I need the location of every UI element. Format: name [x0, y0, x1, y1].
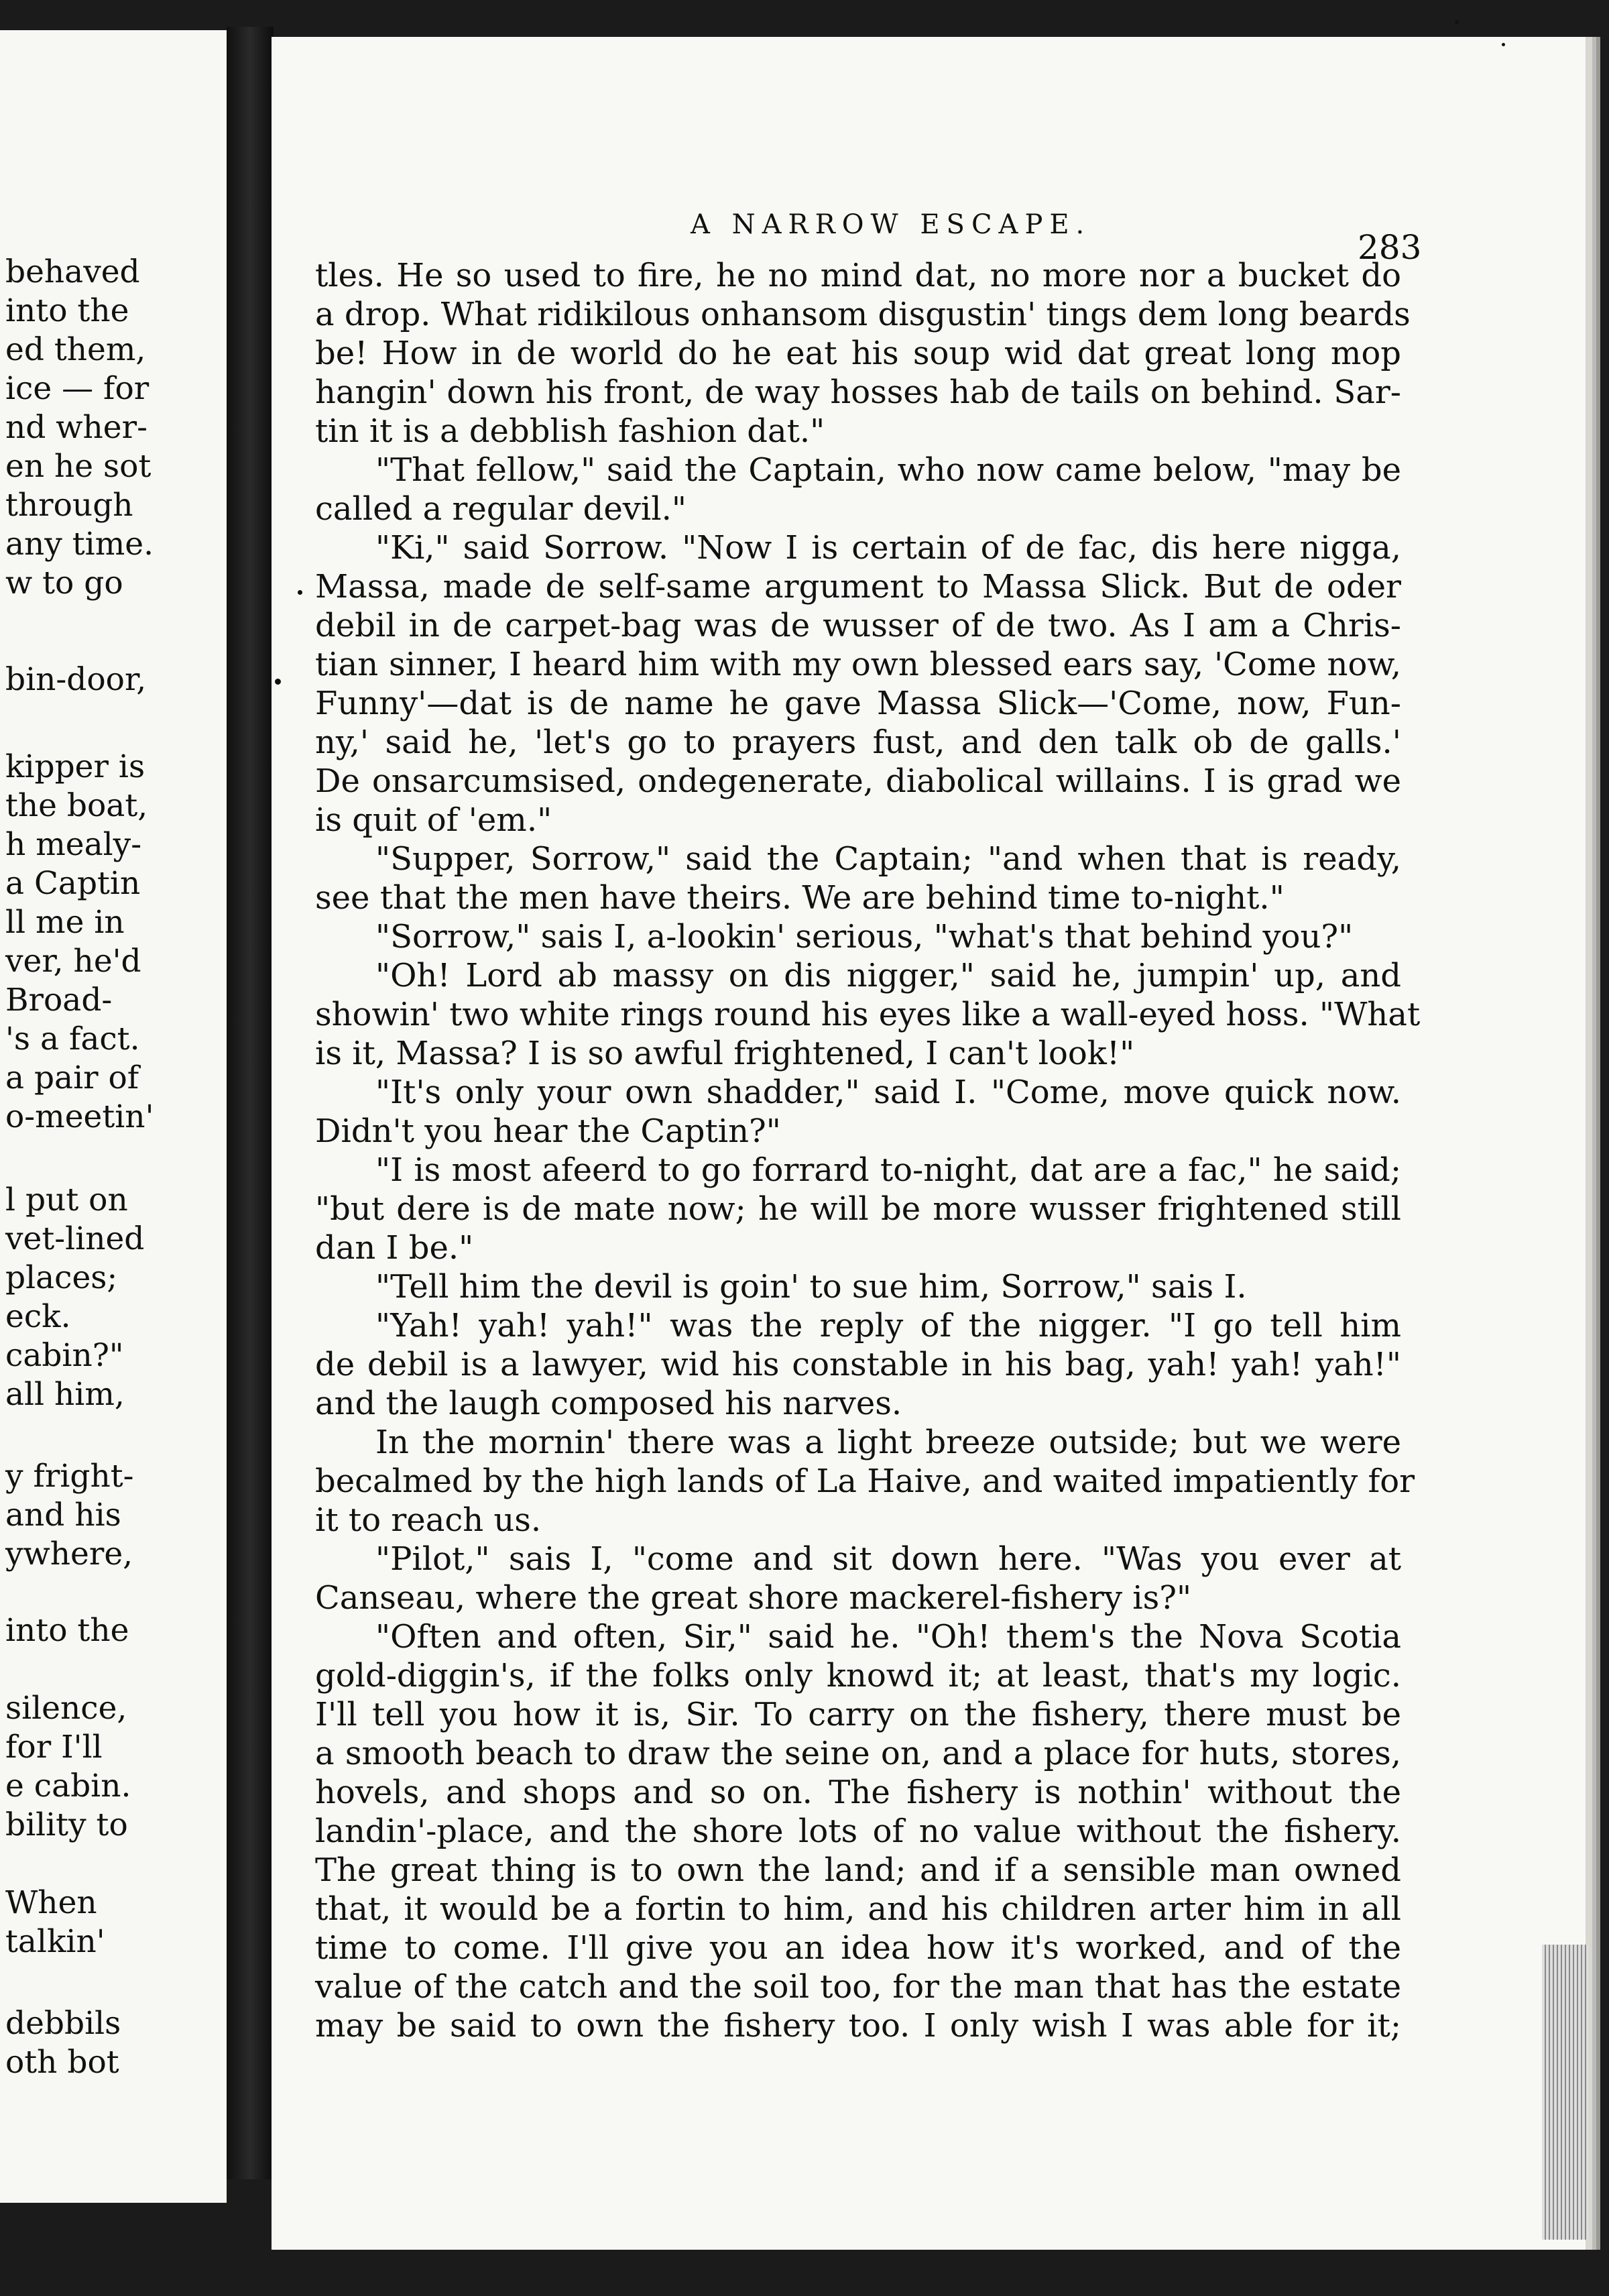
text-line: tian sinner, I heard him with my own blessed ears say, 'Come now,: [315, 646, 1401, 683]
text-line: called a regular devil.": [315, 490, 687, 528]
text-line: a drop. What ridikilous onhansom disgustin' tings dem long beards: [315, 296, 1411, 333]
left-page-fragment: nd wher-: [5, 409, 147, 446]
left-page-fragment: en he sot: [5, 448, 152, 485]
text-line: I'll tell you how it is, Sir. To carry on the fishery, there must be: [315, 1696, 1401, 1733]
left-page-fragment: ll me in: [5, 904, 125, 941]
text-line: time to come. I'll give you an idea how it's worked, and of the: [315, 1929, 1401, 1967]
left-page-fragment: oth bot: [5, 2044, 119, 2081]
left-page-fragment: any time.: [5, 526, 154, 563]
text-line: Massa, made de self-same argument to Massa Slick. But de oder: [315, 568, 1401, 606]
left-page-fragment: places;: [5, 1259, 118, 1296]
left-page: [0, 30, 227, 2203]
left-page-fragment: Broad-: [5, 982, 113, 1019]
left-page-fragment: ed them,: [5, 331, 146, 368]
running-head: A NARROW ESCAPE.: [691, 209, 1091, 240]
left-page-fragment: debbils: [5, 2005, 121, 2042]
text-line: "Oh! Lord ab massy on dis nigger," said he, jumpin' up, and: [375, 957, 1401, 994]
text-line: showin' two white rings round his eyes like a wall-eyed hoss. "What: [315, 996, 1421, 1033]
text-line: it to reach us.: [315, 1501, 542, 1539]
text-line: In the mornin' there was a light breeze outside; but we were: [375, 1424, 1401, 1461]
text-line: and the laugh composed his narves.: [315, 1385, 902, 1422]
text-line: "Often and often, Sir," said he. "Oh! them's the Nova Scotia: [375, 1618, 1401, 1656]
text-line: "It's only your own shadder," said I. "Come, move quick now.: [375, 1074, 1401, 1111]
left-page-fragment: vet-lined: [5, 1220, 145, 1257]
left-page-fragment: When: [5, 1884, 97, 1921]
left-page-fragment: the boat,: [5, 787, 148, 824]
left-page-fragment: and his: [5, 1497, 121, 1534]
left-page-fragment: cabin?": [5, 1337, 124, 1374]
left-page-fragment: y fright-: [5, 1458, 134, 1495]
text-line: may be said to own the fishery too. I only wish I was able for it;: [315, 2007, 1401, 2045]
text-line: tin it is a debblish fashion dat.": [315, 412, 825, 450]
book-gutter: [227, 27, 274, 2179]
left-page-fragment: l put on: [5, 1182, 128, 1218]
ink-speck: [275, 679, 281, 685]
text-line: The great thing is to own the land; and if a sensible man owned: [315, 1851, 1401, 1889]
left-page-fragment: w to go: [5, 565, 123, 601]
text-line: debil in de carpet-bag was de wusser of de two. As I am a Chris-: [315, 607, 1401, 644]
text-line: "That fellow," said the Captain, who now came below, "may be: [375, 451, 1401, 489]
text-line: "Pilot," sais I, "come and sit down here. "Was you ever at: [375, 1540, 1401, 1578]
text-line: "I is most afeerd to go forrard to-night, dat are a fac," he said;: [375, 1151, 1401, 1189]
ink-speck: [1455, 20, 1459, 24]
left-page-fragment: kipper is: [5, 748, 145, 785]
left-page-fragment: for I'll: [5, 1729, 103, 1766]
text-line: "but dere is de mate now; he will be more wusser frightened still: [315, 1190, 1401, 1228]
text-line: value of the catch and the soil too, for the man that has the estate: [315, 1968, 1401, 2006]
left-page-fragment: bility to: [5, 1806, 128, 1843]
left-page-fragment: a Captin: [5, 865, 141, 902]
left-page-fragment: all him,: [5, 1376, 125, 1413]
page-number: 283: [1358, 228, 1422, 267]
left-page-fragment: through: [5, 487, 133, 524]
left-page-fragment: eck.: [5, 1298, 71, 1335]
text-line: "Tell him the devil is goin' to sue him, Sorrow," sais I.: [375, 1268, 1247, 1306]
text-line: Didn't you hear the Captin?": [315, 1112, 781, 1150]
left-page-fragment: ywhere,: [5, 1536, 133, 1572]
left-page-fragment: into the: [5, 292, 129, 329]
text-line: is quit of 'em.": [315, 801, 552, 839]
left-page-fragment: o-meetin': [5, 1098, 154, 1135]
text-line: becalmed by the high lands of La Haive, and waited impatiently for: [315, 1462, 1415, 1500]
page-edge: [1542, 1945, 1589, 2240]
text-line: landin'-place, and the shore lots of no value without the fishery.: [315, 1813, 1401, 1850]
left-page-fragment: into the: [5, 1612, 129, 1649]
text-line: be! How in de world do he eat his soup wid dat great long mop: [315, 335, 1401, 372]
text-line: "Supper, Sorrow," said the Captain; "and when that is ready,: [375, 840, 1401, 878]
text-line: gold-diggin's, if the folks only knowd it; at least, that's my logic.: [315, 1657, 1401, 1695]
text-line: De onsarcumsised, ondegenerate, diabolical willains. I is grad we: [315, 762, 1401, 800]
ink-speck: [298, 590, 302, 595]
left-page-fragment: a pair of: [5, 1059, 139, 1096]
text-line: ny,' said he, 'let's go to prayers fust, and den talk ob de galls.': [315, 724, 1401, 761]
left-page-fragment: behaved: [5, 253, 140, 290]
left-page-fragment: e cabin.: [5, 1768, 131, 1804]
text-line: that, it would be a fortin to him, and his children arter him in all: [315, 1890, 1401, 1928]
ink-speck: [1502, 43, 1505, 46]
text-line: "Ki," said Sorrow. "Now I is certain of de fac, dis here nigga,: [375, 529, 1401, 567]
text-line: Funny'—dat is de name he gave Massa Slick—'Come, now, Fun-: [315, 685, 1401, 722]
left-page-fragment: h mealy-: [5, 826, 142, 863]
text-line: see that the men have theirs. We are behind time to-night.": [315, 879, 1285, 917]
text-line: Canseau, where the great shore mackerel-fishery is?": [315, 1579, 1192, 1617]
left-page-fragment: silence,: [5, 1690, 127, 1727]
text-line: hangin' down his front, de way hosses hab de tails on behind. Sar-: [315, 374, 1401, 411]
text-line: hovels, and shops and so on. The fishery is nothin' without the: [315, 1774, 1401, 1811]
left-page-fragment: talkin': [5, 1923, 105, 1960]
left-page-fragment: 's a fact.: [5, 1021, 140, 1057]
left-page-fragment: bin-door,: [5, 661, 147, 698]
text-line: a smooth beach to draw the seine on, and a place for huts, stores,: [315, 1735, 1401, 1772]
text-line: de debil is a lawyer, wid his constable in his bag, yah! yah! yah!": [315, 1346, 1401, 1383]
text-line: dan I be.": [315, 1229, 474, 1267]
text-line: "Sorrow," sais I, a-lookin' serious, "what's that behind you?": [375, 918, 1354, 956]
left-page-fragment: ice — for: [5, 370, 150, 407]
left-page-fragment: ver, he'd: [5, 943, 141, 980]
text-line: "Yah! yah! yah!" was the reply of the nigger. "I go tell him: [375, 1307, 1401, 1344]
text-line: tles. He so used to fire, he no mind dat, no more nor a bucket do: [315, 257, 1401, 294]
text-line: is it, Massa? I is so awful frightened, I can't look!": [315, 1035, 1135, 1072]
